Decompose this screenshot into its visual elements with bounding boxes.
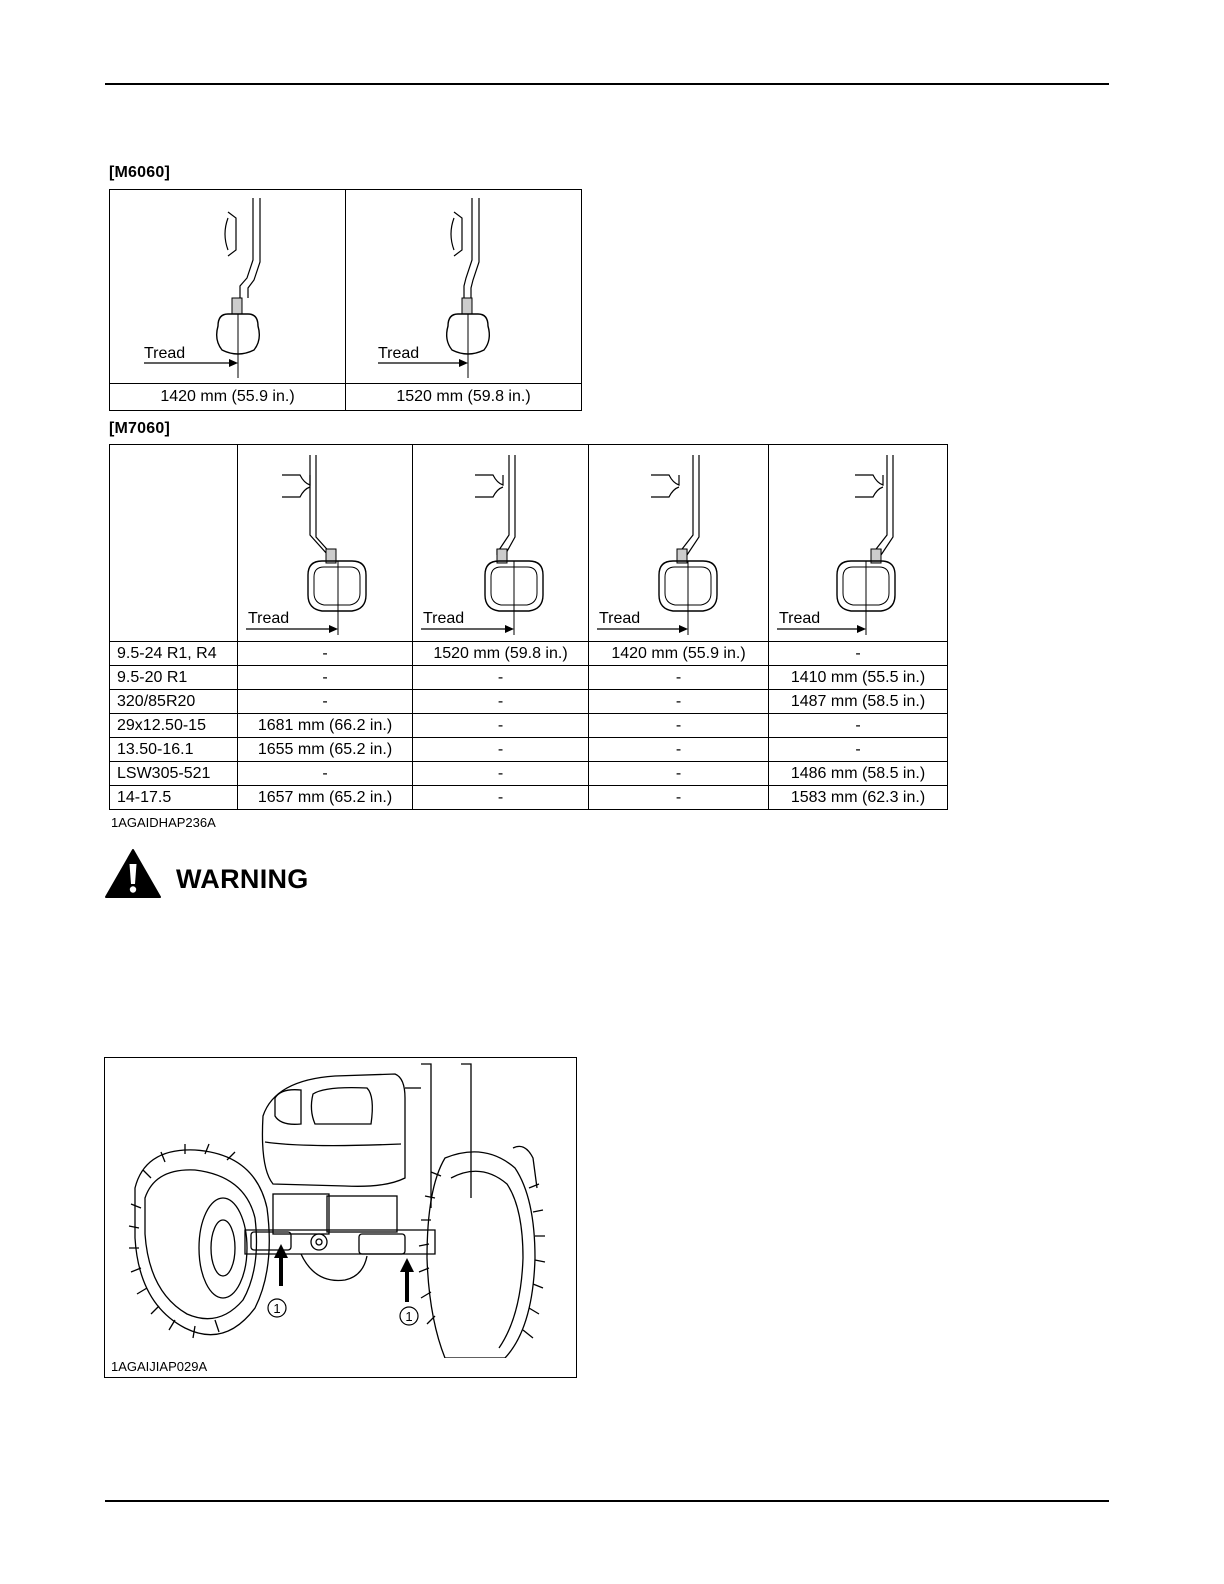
tread-label: Tread	[599, 610, 641, 627]
tread-value: -	[413, 738, 589, 762]
table-row	[110, 666, 948, 690]
tread-value: -	[413, 666, 589, 690]
tread-value: -	[413, 690, 589, 714]
table-row	[110, 738, 948, 762]
tire-size: 9.5-24 R1, R4	[110, 642, 238, 666]
tire-size: 320/85R20	[110, 690, 238, 714]
tread-value: -	[589, 762, 769, 786]
table-row	[110, 714, 948, 738]
tread-label: Tread	[779, 610, 821, 627]
tread-label: Tread	[144, 345, 186, 362]
m7060-title: [M7060]	[109, 420, 170, 437]
tread-label: Tread	[423, 610, 465, 627]
tractor-front-figure	[104, 1057, 577, 1378]
tread-label: Tread	[378, 345, 420, 362]
warning-triangle-icon	[104, 848, 162, 900]
tread-value: 1487 mm (58.5 in.)	[769, 690, 948, 714]
m7060-diagram-3	[589, 445, 769, 642]
m6060-value-2: 1520 mm (59.8 in.)	[346, 383, 581, 411]
tread-value: -	[413, 714, 589, 738]
tread-value: 1410 mm (55.5 in.)	[769, 666, 948, 690]
tread-value: 1486 mm (58.5 in.)	[769, 762, 948, 786]
tread-value: -	[238, 762, 413, 786]
m6060-title: [M6060]	[109, 164, 170, 181]
callout-number: 1	[273, 1301, 281, 1316]
figure-code: 1AGAIJIAP029A	[111, 1359, 208, 1374]
table-row	[110, 690, 948, 714]
m6060-diagram-1	[110, 190, 346, 383]
m6060-tread-table	[109, 189, 582, 411]
tread-value: -	[769, 714, 948, 738]
tire-size: 9.5-20 R1	[110, 666, 238, 690]
tread-label: Tread	[248, 610, 290, 627]
tire-size: LSW305-521	[110, 762, 238, 786]
table-row	[110, 786, 948, 810]
table-row	[110, 762, 948, 786]
tread-value: 1681 mm (66.2 in.)	[238, 714, 413, 738]
footer-rule	[105, 1500, 1109, 1502]
tread-value: -	[589, 738, 769, 762]
tread-value: -	[413, 762, 589, 786]
tread-value: -	[769, 642, 948, 666]
tread-value: 1520 mm (59.8 in.)	[413, 642, 589, 666]
tire-size: 14-17.5	[110, 786, 238, 810]
m7060-tread-table	[109, 444, 948, 810]
callout-arrows	[268, 1244, 418, 1325]
tractor-illustration	[105, 1058, 575, 1358]
tread-value: -	[238, 642, 413, 666]
tire-size: 29x12.50-15	[110, 714, 238, 738]
tire-size: 13.50-16.1	[110, 738, 238, 762]
tread-value: 1657 mm (65.2 in.)	[238, 786, 413, 810]
tread-value: -	[589, 786, 769, 810]
tread-value: -	[589, 714, 769, 738]
header-rule	[105, 83, 1109, 85]
tread-value: -	[413, 786, 589, 810]
m7060-diagram-1	[238, 445, 413, 642]
tread-value: -	[238, 690, 413, 714]
tread-value: 1655 mm (65.2 in.)	[238, 738, 413, 762]
m7060-diagram-4	[769, 445, 948, 642]
m7060-header-blank	[110, 445, 238, 642]
tread-value: -	[238, 666, 413, 690]
table-row	[110, 642, 948, 666]
tread-value: -	[589, 666, 769, 690]
m6060-diagram-2	[346, 190, 581, 383]
m7060-diagram-2	[413, 445, 589, 642]
tread-value: -	[589, 690, 769, 714]
callout-number: 1	[405, 1309, 413, 1324]
tread-value: 1583 mm (62.3 in.)	[769, 786, 948, 810]
tread-value: 1420 mm (55.9 in.)	[589, 642, 769, 666]
warning-word: WARNING	[176, 864, 309, 894]
tread-value: -	[769, 738, 948, 762]
m6060-value-1: 1420 mm (55.9 in.)	[110, 383, 346, 411]
figure-code: 1AGAIDHAP236A	[111, 815, 216, 830]
